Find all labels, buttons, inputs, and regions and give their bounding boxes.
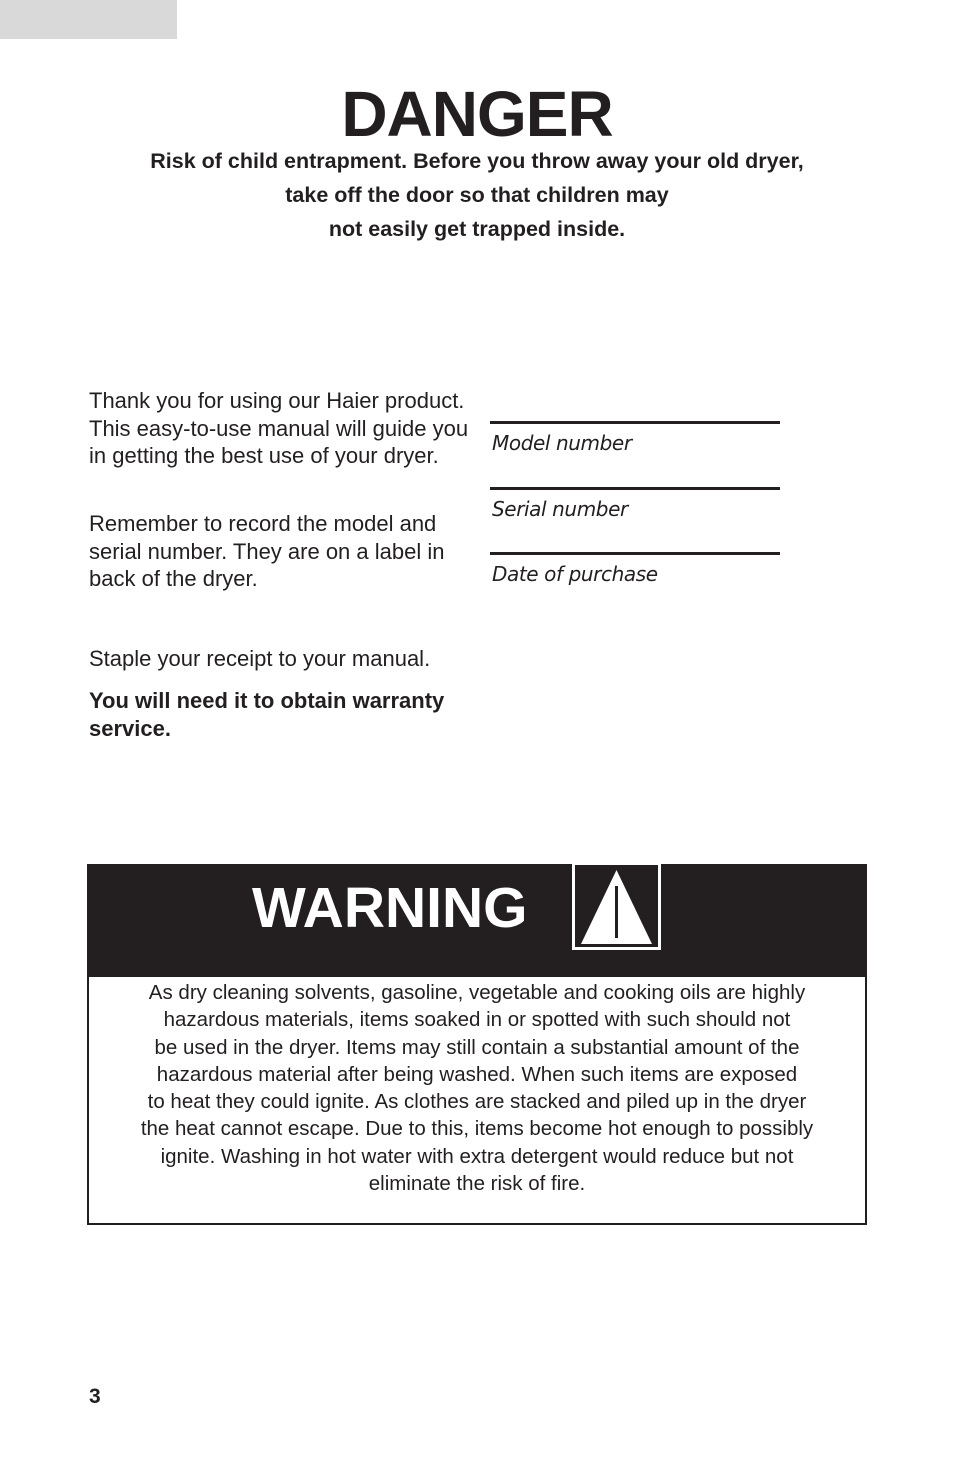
intro-paragraph-thank-you: Thank you for using our Haier product. This easy-to-use manual will guide you in getting the best use of your dryer.	[89, 388, 469, 468]
warning-triangle-icon	[572, 862, 661, 950]
intro-warranty	[89, 687, 469, 742]
warning-line: be used in the dryer. Items may still contain a substantial amount of the	[154, 1035, 800, 1059]
intro-paragraph-warranty: You will need it to obtain warranty service.	[89, 688, 445, 741]
warning-line: hazardous material after being washed. When such items are exposed	[156, 1062, 798, 1086]
danger-line: take off the door so that children may	[285, 183, 669, 207]
corner-tab	[0, 0, 177, 39]
intro-staple	[89, 645, 469, 673]
warning-line: As dry cleaning solvents, gasoline, vegetable and cooking oils are highly	[148, 981, 806, 1004]
date-of-purchase-field: Date of purchase	[490, 552, 780, 586]
danger-message	[100, 144, 854, 246]
warning-line: the heat cannot escape. Due to this, items become hot enough to possibly	[140, 1117, 814, 1141]
model-number-field: Model number	[490, 421, 780, 455]
serial-number-field: Serial number	[490, 487, 780, 521]
page-number: 3	[89, 1385, 101, 1408]
intro-paragraph-staple: Staple your receipt to your manual.	[89, 646, 431, 671]
warning-title: WARNING	[252, 876, 528, 940]
intro-thank-you	[89, 387, 469, 470]
warning-line: ignite. Washing in hot water with extra detergent would reduce but not	[160, 1144, 794, 1168]
warning-box	[87, 864, 867, 1225]
danger-line: Risk of child entrapment. Before you throw away your old dryer,	[150, 149, 804, 173]
intro-record	[89, 510, 469, 593]
warning-message	[99, 979, 855, 1197]
warning-line: hazardous materials, items soaked in or spotted with such should not	[163, 1008, 791, 1032]
danger-line: not easily get trapped inside.	[328, 217, 626, 241]
intro-paragraph-record: Remember to record the model and serial number. They are on a label in back of the dryer.	[89, 511, 445, 591]
warning-line: eliminate the risk of fire.	[368, 1172, 586, 1196]
warning-line: to heat they could ignite. As clothes are stacked and piled up in the dryer	[147, 1090, 807, 1114]
danger-title: DANGER	[341, 78, 613, 150]
warning-header	[89, 866, 865, 977]
